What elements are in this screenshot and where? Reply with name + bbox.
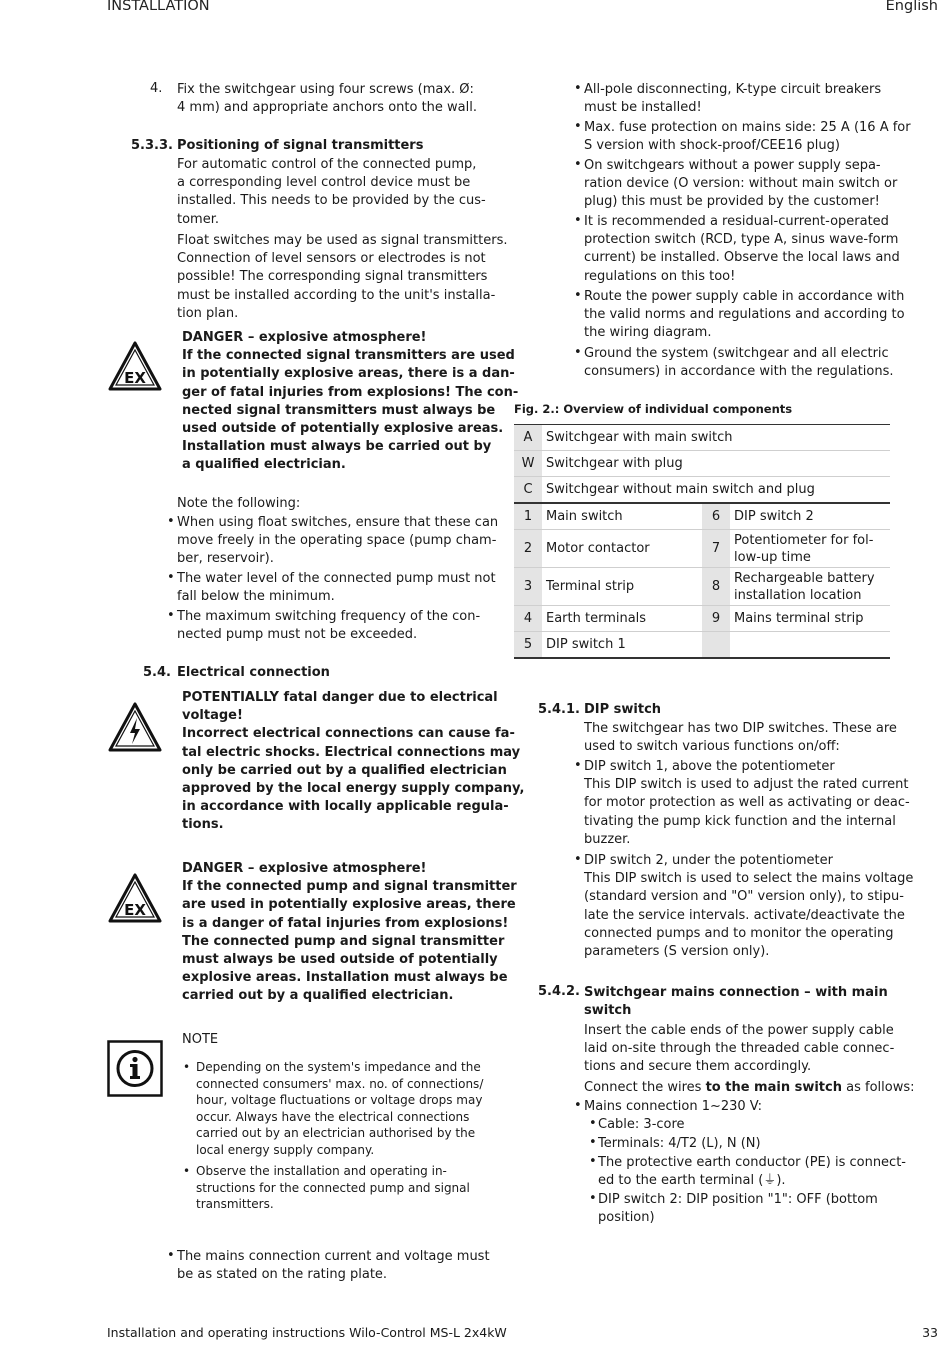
section-title: Positioning of signal transmitters xyxy=(177,138,424,153)
bullet-dot: • xyxy=(574,157,582,172)
bullet-dot: • xyxy=(589,1191,597,1206)
note-label: NOTE xyxy=(182,1032,219,1047)
page-number: 33 xyxy=(922,1325,938,1340)
list-item: The water level of the connected pump must not fall below the minimum. xyxy=(177,571,496,605)
components-table xyxy=(514,424,890,659)
paragraph: Float switches may be used as signal transmitters. Connection of level sensors or electrodes is not possible! The corresponding signal transmitters must be installed according to the unit's installa- tion plan. xyxy=(177,233,508,321)
note-item: Depending on the system's impedance and the connected consumers' max. no. of connections/ hour, voltage fluctuations or voltage drops may occur. Always have the electrical connections carried out by an electrician authorised by the local energy supply company. xyxy=(196,1060,484,1157)
list-item: Route the power supply cable in accordance with the valid norms and regulations and according to the wiring diagram. xyxy=(584,289,905,341)
table-value: DIP switch 1 xyxy=(546,637,626,652)
paragraph: Insert the cable ends of the power supply cable laid on-site through the threaded cable connec- tions and secure them accordingly. xyxy=(584,1023,895,1075)
table-row xyxy=(514,632,890,659)
bullet-dot: • xyxy=(183,1164,191,1178)
bullet-dot: • xyxy=(574,119,582,134)
info-note-icon xyxy=(107,1040,163,1097)
bullet-dot: • xyxy=(574,758,582,773)
danger-warning: DANGER – explosive atmosphere! If the connected pump and signal transmitter are used in potentially explosive areas, there is a danger of fatal injuries from explosions! The connected pump and signal transmitter must always be used outside of potentially explosive areas. Installation must always be carried out by a qualified electrician. xyxy=(182,861,517,1004)
list-item: When using float switches, ensure that these can move freely in the operating space (pump cham- ber, reservoir). xyxy=(177,515,499,567)
section-number: 5.4. xyxy=(143,665,171,680)
section-title: DIP switch xyxy=(584,702,662,717)
bullet-dot: • xyxy=(574,345,582,360)
sub-list-item: Terminals: 4/T2 (L), N (N) xyxy=(598,1136,761,1151)
table-value: Mains terminal strip xyxy=(734,611,864,626)
table-value: Earth terminals xyxy=(546,611,647,626)
svg-text:EX: EX xyxy=(124,901,146,919)
table-row xyxy=(514,530,890,568)
danger-warning: DANGER – explosive atmosphere! If the connected signal transmitters are used in potentially explosive areas, there is a dan- ger of fatal injuries from explosions! The con- nected signal transmitters must always be used outside of potentially explosive areas. Installation must always be carried out by a qualified electrician. xyxy=(182,330,519,473)
note-following: Note the following: xyxy=(177,496,301,511)
table-value: Motor contactor xyxy=(546,541,650,556)
table-key: 3 xyxy=(514,568,542,606)
table-key: 4 xyxy=(514,606,542,632)
bullet-dot: • xyxy=(167,608,175,623)
table-value: Switchgear without main switch and plug xyxy=(546,482,815,497)
note-item: Observe the installation and operating in- structions for the connected pump and signal transmitters. xyxy=(196,1164,470,1212)
table-value: Potentiometer for fol- low-up time xyxy=(734,532,874,565)
list-item: DIP switch 1, above the potentiometer This DIP switch is used to adjust the rated current for motor protection as well as activating or deac- tivating the pump kick function and the internal buzzer. xyxy=(584,759,910,847)
step-number: 4. xyxy=(150,81,163,96)
bullet-dot: • xyxy=(167,1248,175,1263)
list-item: Max. fuse protection on mains side: 25 A (16 A for S version with shock-proof/CEE16 plug) xyxy=(584,120,911,154)
sub-list-item: DIP switch 2: DIP position "1": OFF (bottom position) xyxy=(598,1192,878,1226)
section-number: 5.4.1. xyxy=(538,702,580,717)
section-title: Electrical connection xyxy=(177,665,330,680)
bullet-dot: • xyxy=(574,1098,582,1113)
danger-warning: POTENTIALLY fatal danger due to electrical voltage! Incorrect electrical connections can cause fa- tal electric shocks. Electrical connections may only be carried out by a qualified electrician approved by the local energy supply company, in accordance with locally applicable regula- tions. xyxy=(182,690,525,833)
table-key: 2 xyxy=(514,530,542,568)
bullet-dot: • xyxy=(589,1135,597,1150)
list-item: It is recommended a residual-current-operated protection switch (RCD, type A, sinus wave-form current) be installed. Observe the local laws and regulations on this too! xyxy=(584,214,900,284)
table-key: 9 xyxy=(702,606,730,632)
table-row xyxy=(514,451,890,477)
table-row xyxy=(514,425,890,451)
ex-warning-icon xyxy=(108,341,162,391)
table-key: W xyxy=(514,451,542,477)
paragraph: Connect the wires to the main switch as follows: xyxy=(584,1080,915,1095)
list-item: Mains connection 1~230 V: xyxy=(584,1099,763,1114)
table-key: A xyxy=(514,425,542,451)
table-key: 1 xyxy=(514,503,542,530)
table-value: Rechargeable battery installation location xyxy=(734,570,875,603)
table-value: Terminal strip xyxy=(546,579,635,594)
table-row xyxy=(514,606,890,632)
footer-doc-title: Installation and operating instructions Wilo-Control MS-L 2x4kW xyxy=(107,1325,507,1340)
section-title: Switchgear mains connection – with main switch xyxy=(584,985,888,1019)
ex-warning-icon xyxy=(108,873,162,923)
list-item: On switchgears without a power supply sepa- ration device (O version: without main switch or plug) this must be provided by the customer! xyxy=(584,158,898,210)
bullet-dot: • xyxy=(589,1154,597,1169)
list-item: The mains connection current and voltage must be as stated on the rating plate. xyxy=(177,1249,490,1283)
bullet-dot: • xyxy=(167,514,175,529)
figure-caption: Fig. 2.: Overview of individual components xyxy=(514,402,793,416)
table-row xyxy=(514,503,890,530)
table-key: C xyxy=(514,477,542,504)
list-item: The maximum switching frequency of the con- nected pump must not be exceeded. xyxy=(177,609,481,643)
svg-text:EX: EX xyxy=(124,369,146,387)
list-item: Ground the system (switchgear and all electric consumers) in accordance with the regulations. xyxy=(584,346,894,380)
sub-list-item: The protective earth conductor (PE) is connect- ed to the earth terminal (⏚). xyxy=(598,1155,906,1189)
table-key: 6 xyxy=(702,503,730,530)
table-value: Switchgear with main switch xyxy=(546,430,733,445)
section-number: 5.4.2. xyxy=(538,984,580,999)
table-key: 8 xyxy=(702,568,730,606)
table-value: Main switch xyxy=(546,509,623,524)
table-row xyxy=(514,477,890,504)
paragraph: For automatic control of the connected pump, a corresponding level control device must be installed. This needs to be provided by the cus- tomer. xyxy=(177,157,486,227)
table-key: 7 xyxy=(702,530,730,568)
table-key: 5 xyxy=(514,632,542,659)
table-key xyxy=(702,632,730,659)
electrical-hazard-icon xyxy=(108,702,162,752)
table-value: Switchgear with plug xyxy=(546,456,683,471)
bullet-dot: • xyxy=(574,288,582,303)
bullet-dot: • xyxy=(574,852,582,867)
table-row xyxy=(514,568,890,606)
step4-text: Fix the switchgear using four screws (max. Ø: 4 mm) and appropriate anchors onto the wall. xyxy=(177,82,478,116)
table-value xyxy=(730,632,890,659)
header-language: English xyxy=(885,0,938,14)
bullet-dot: • xyxy=(574,81,582,96)
bullet-dot: • xyxy=(574,213,582,228)
list-item: All-pole disconnecting, K-type circuit breakers must be installed! xyxy=(584,82,882,116)
table-value: DIP switch 2 xyxy=(734,509,814,524)
bullet-dot: • xyxy=(589,1116,597,1131)
sub-list-item: Cable: 3-core xyxy=(598,1117,685,1132)
list-item: DIP switch 2, under the potentiometer This DIP switch is used to select the mains voltage (standard version and "O" version only), to stipu- late the service intervals. activate/deactivate the connected pumps and to monitor the operating parameters (S version only). xyxy=(584,853,914,960)
bullet-dot: • xyxy=(183,1060,191,1074)
section-number: 5.3.3. xyxy=(131,138,173,153)
bullet-dot: • xyxy=(167,570,175,585)
header-section: INSTALLATION xyxy=(107,0,210,14)
paragraph: The switchgear has two DIP switches. These are used to switch various functions on/off: xyxy=(584,721,897,755)
